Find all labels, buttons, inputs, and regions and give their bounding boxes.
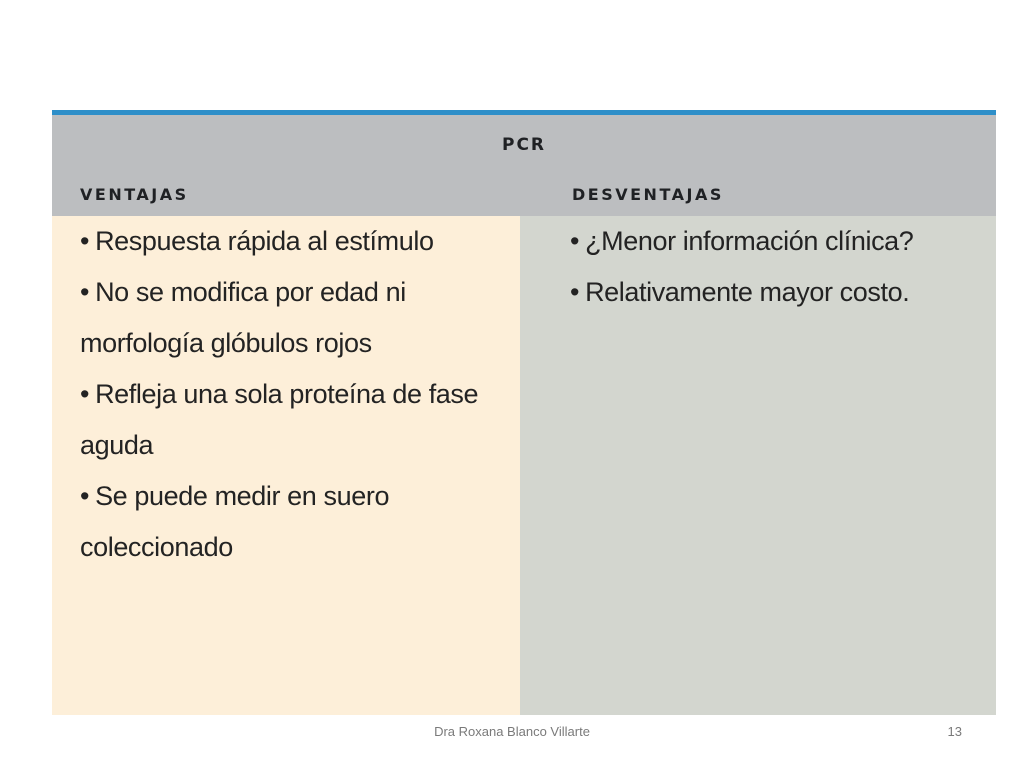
ventajas-list (80, 216, 510, 573)
list-item (80, 267, 510, 369)
list-item (80, 369, 510, 471)
bullet-icon: • (80, 481, 90, 511)
desventajas-list (570, 216, 990, 318)
list-item-text: No se modifica por edad ni morfología glóbulos rojos (80, 277, 406, 358)
list-item (570, 267, 990, 318)
list-item (570, 216, 990, 267)
list-item (80, 216, 510, 267)
pcr-table (52, 110, 996, 715)
footer-author: Dra Roxana Blanco Villarte (434, 724, 590, 739)
page-number: 13 (947, 724, 962, 739)
ventajas-header: VENTAJAS (80, 185, 189, 204)
bullet-icon: • (80, 226, 90, 256)
bullet-icon: • (80, 277, 90, 307)
ventajas-column (52, 216, 520, 715)
table-title: PCR (501, 135, 547, 155)
desventajas-column (520, 216, 996, 715)
list-item-text: Relativamente mayor costo. (585, 277, 910, 307)
list-item-text: Respuesta rápida al estímulo (95, 226, 434, 256)
list-item (80, 471, 510, 573)
table-header (52, 115, 996, 216)
list-item-text: ¿Menor información clínica? (585, 226, 914, 256)
bullet-icon: • (570, 226, 580, 256)
desventajas-header: DESVENTAJAS (572, 185, 724, 204)
list-item-text: Se puede medir en suero coleccionado (80, 481, 390, 562)
bullet-icon: • (570, 277, 580, 307)
bullet-icon: • (80, 379, 90, 409)
list-item-text: Refleja una sola proteína de fase aguda (80, 379, 479, 460)
